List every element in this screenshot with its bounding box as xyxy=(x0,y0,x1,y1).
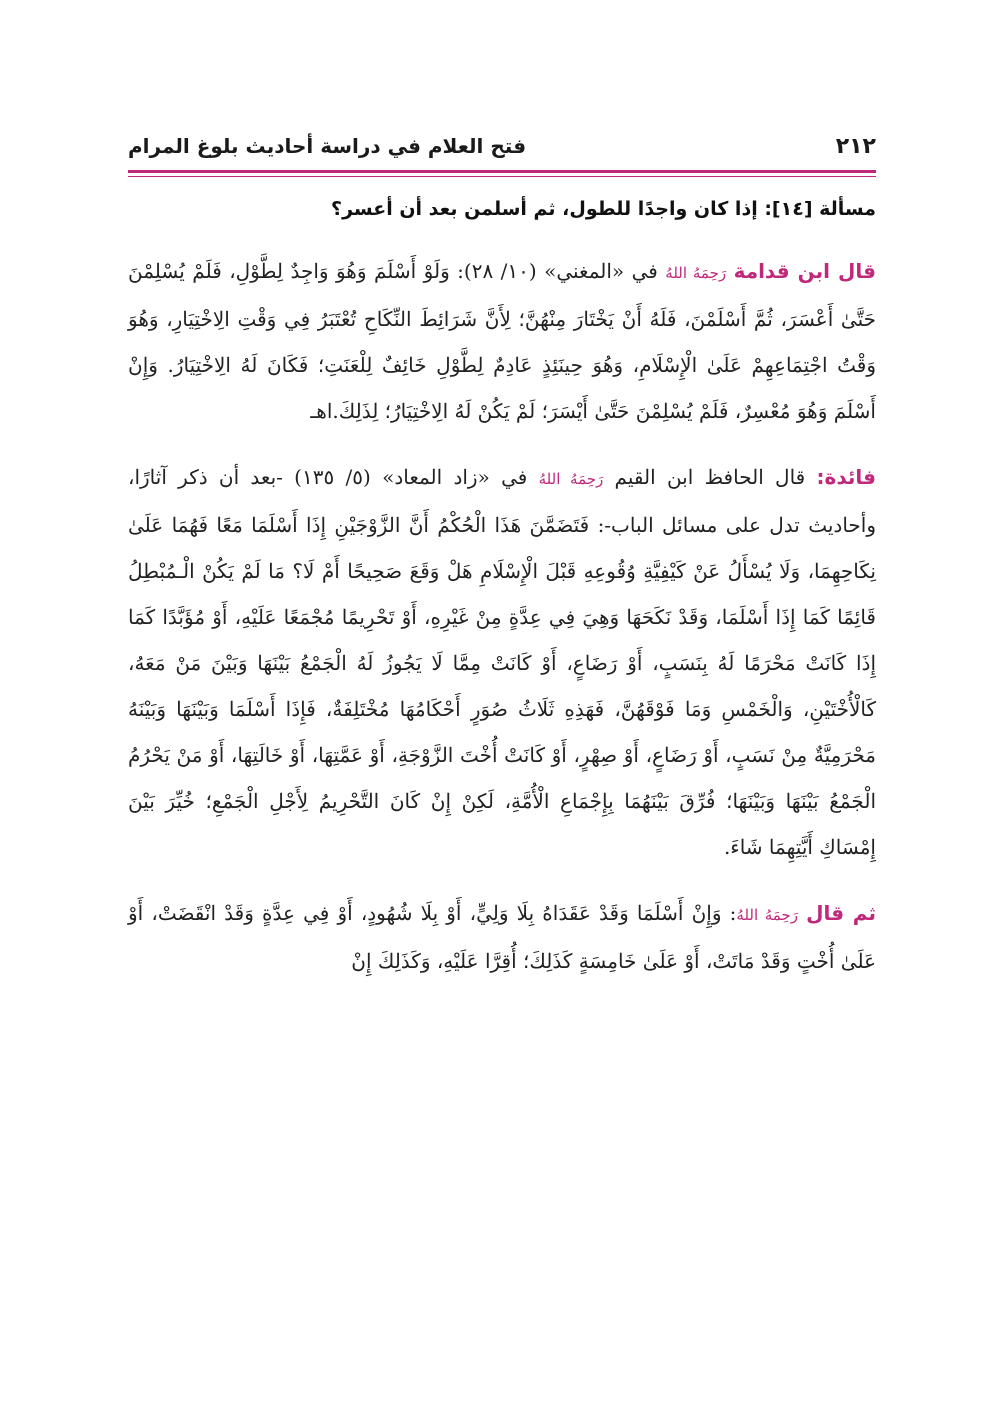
paragraph-then-he-said xyxy=(128,890,876,984)
running-title: فتح العلام في دراسة أحاديث بلوغ المرام xyxy=(128,134,527,158)
paragraph-ibn-al-qayyim xyxy=(128,454,876,870)
intro-text: قال الحافظ ابن القيم xyxy=(603,465,817,489)
page-header xyxy=(128,126,876,166)
honorific-glyph: رَحِمَهُ اللهُ xyxy=(538,470,604,488)
then-said-label: ثم قال xyxy=(806,901,876,925)
honorific-glyph: رَحِمَهُ اللهُ xyxy=(665,264,727,282)
question-heading: مسألة [١٤]: إذا كان واجدًا للطول، ثم أسلمن بعد أن أعسر؟ xyxy=(331,198,876,220)
header-rule-thick xyxy=(128,170,876,173)
paragraph-text: في «المغني» (١٠/ ٢٨): وَلَوْ أَسْلَمَ وَهُوَ وَاجِدٌ لِطَّوْلِ، فَلَمْ يُسْلِمْنَ حَتَّىٰ أَعْسَرَ، ثُمَّ أَسْلَمْنَ، فَلَهُ أَنْ يَخْتَارَ مِنْهُنَّ؛ لِأَنَّ شَرَائِطَ النِّكَاحِ تُعْتَبَرُ فِي وَقْتِ الِاخْتِيَارِ، وَهُوَ وَقْتُ اجْتِمَاعِهِمْ عَلَىٰ الْإِسْلَامِ، وَهُوَ حِينَئِذٍ عَادِمٌ لِطَّوْلِ خَائِفٌ لِلْعَنَتِ؛ فَكَانَ لَهُ الِاخْتِيَارُ. وَإِنْ أَسْلَمَ وَهُوَ مُعْسِرٌ، فَلَمْ يُسْلِمْنَ حَتَّىٰ أَيْسَرَ؛ لَمْ يَكُنْ لَهُ الِاخْتِيَارُ؛ لِذَلِكَ.اهـ xyxy=(128,259,876,423)
paragraph-ibn-qudamah xyxy=(128,248,876,434)
page-number: ٢١٢ xyxy=(835,133,876,159)
page-body xyxy=(128,190,876,1004)
paragraph-text: : وَإِنْ أَسْلَمَا وَقَدْ عَقَدَاهُ بِلَا وَلِيٍّ، أَوْ بِلَا شُهُودٍ، أَوْ فِي عِدَّةٍ وَقَدْ انْقَضَتْ، أَوْ عَلَىٰ أُخْتٍ وَقَدْ مَاتَتْ، أَوْ عَلَىٰ خَامِسَةٍ كَذَلِكَ؛ أُقِرَّا عَلَيْهِ، وَكَذَلِكَ إِنْ xyxy=(128,901,876,973)
paragraph-text: في «زاد المعاد» (٥/ ١٣٥) -بعد أن ذكر آثارًا، وأحاديث تدل على مسائل الباب-: فَتَضَمَّنَ هَذَا الْحُكْمُ أَنَّ الزَّوْجَيْنِ إِذَا أَسْلَمَا مَعًا فَهُمَا عَلَىٰ نِكَاحِهِمَا، وَلَا يُسْأَلُ عَنْ كَيْفِيَّةِ وُقُوعِهِ قَبْلَ الْإِسْلَامِ هَلْ وَقَعَ صَحِيحًا أَمْ لَا؟ مَا لَمْ يَكُنْ الْـمُبْطِلُ قَائِمًا كَمَا إِذَا أَسْلَمَا، وَقَدْ نَكَحَهَا وَهِيَ فِي عِدَّةٍ مِنْ غَيْرِهِ، أَوْ تَحْرِيمًا مُجْمَعًا عَلَيْهِ، أَوْ مُؤَبَّدًا كَمَا إِذَا كَانَتْ مَحْرَمًا لَهُ بِنَسَبٍ، أَوْ رَضَاعٍ، أَوْ كَانَتْ مِمَّا لَا يَجُوزُ لَهُ الْجَمْعُ بَيْنَهَا وَبَيْنَ مَنْ مَعَهُ، كَالْأُخْتَيْنِ، وَالْخَمْسِ وَمَا فَوْقَهُنَّ، فَهَذِهِ ثَلَاثُ صُوَرٍ أَحْكَامُهَا مُخْتَلِفَةٌ، فَإِذَا أَسْلَمَا وَبَيْنَهَا وَبَيْنَهُ مَحْرَمِيَّةٌ مِنْ نَسَبٍ، أَوْ رَضَاعٍ، أَوْ صِهْرٍ، أَوْ كَانَتْ أُخْتَ الزَّوْجَةِ، أَوْ عَمَّتِهَا، أَوْ خَالَتِهَا، أَوْ مَنْ يَحْرُمُ الْجَمْعُ بَيْنَهَا وَبَيْنَهَا؛ فُرِّقَ بَيْنَهُمَا بِإِجْمَاعِ الْأُمَّةِ، لَكِنْ إِنْ كَانَ التَّحْرِيمُ لِأَجْلِ الْجَمْعِ؛ خُيِّرَ بَيْنَ إِمْسَاكِ أَيَّتِهِمَا شَاءَ. xyxy=(128,465,877,859)
speaker-name: قال ابن قدامة xyxy=(733,259,876,283)
honorific-glyph: رَحِمَهُ اللهُ xyxy=(736,906,798,924)
header-rule-thin xyxy=(128,176,876,177)
benefit-label: فائدة: xyxy=(816,465,877,489)
